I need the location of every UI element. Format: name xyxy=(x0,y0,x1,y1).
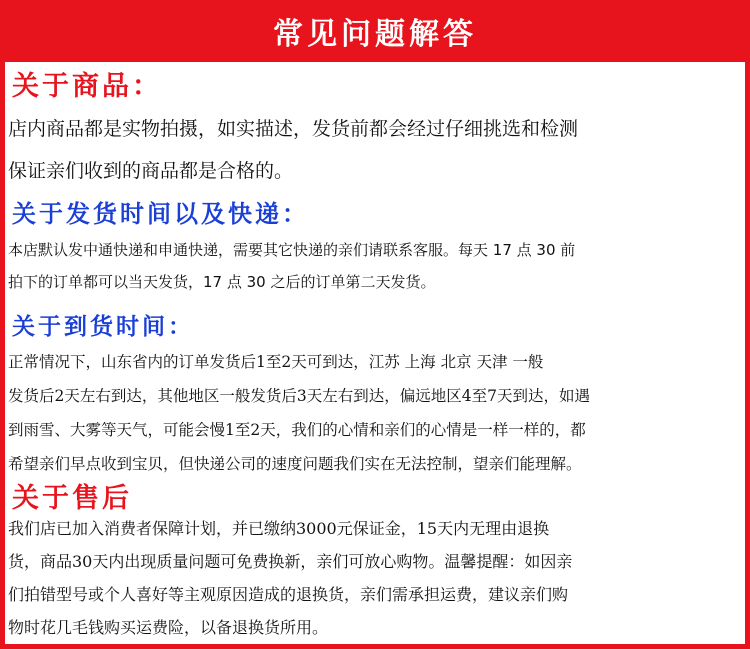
section-heading-products: 关于商品： xyxy=(12,71,162,102)
text-line: 物时花几毛钱购买运费险，以备退换货所用。 xyxy=(8,618,329,637)
text-line: 发货后2天左右到达，其他地区一般发货后3天左右到达，偏远地区4至7天到达，如遇 xyxy=(8,387,590,405)
text-line: 店内商品都是实物拍摄，如实描述，发货前都会经过仔细挑选和检测 xyxy=(8,118,579,140)
section-heading-after-sales: 关于售后 xyxy=(12,483,132,514)
page-title: 常见问题解答 xyxy=(273,17,477,52)
text-line: 们拍错型号或个人喜好等主观原因造成的退换货，亲们需承担运费，建议亲们购 xyxy=(8,585,569,604)
text-line: 拍下的订单都可以当天发货，17 点 30 之后的订单第二天发货。 xyxy=(8,273,436,291)
section-heading-arrival: 关于到货时间： xyxy=(12,314,194,340)
text-line: 正常情况下，山东省内的订单发货后1至2天可到达，江苏 上海 北京 天津 一般 xyxy=(8,353,544,371)
text-line: 本店默认发中通快递和申通快递，需要其它快递的亲们请联系客服。每天 17 点 30 前 xyxy=(8,241,576,259)
text-line: 希望亲们早点收到宝贝，但快递公司的速度问题我们实在无法控制，望亲们能理解。 xyxy=(8,455,582,473)
text-line: 到雨雪、大雾等天气，可能会慢1至2天，我们的心情和亲们的心情是一样一样的，都 xyxy=(8,421,586,439)
section-heading-shipping: 关于发货时间以及快递： xyxy=(12,200,309,228)
text-line: 保证亲们收到的商品都是合格的。 xyxy=(8,160,294,182)
section-body-arrival xyxy=(8,345,740,481)
section-body-after-sales xyxy=(8,512,740,644)
section-body-shipping xyxy=(8,234,740,298)
title-banner xyxy=(0,0,750,62)
section-body-products xyxy=(8,108,740,192)
text-line: 我们店已加入消费者保障计划，并已缴纳3000元保证金，15天内无理由退换 xyxy=(8,519,550,538)
text-line: 货，商品30天内出现质量问题可免费换新，亲们可放心购物。温馨提醒：如因亲 xyxy=(8,552,573,571)
